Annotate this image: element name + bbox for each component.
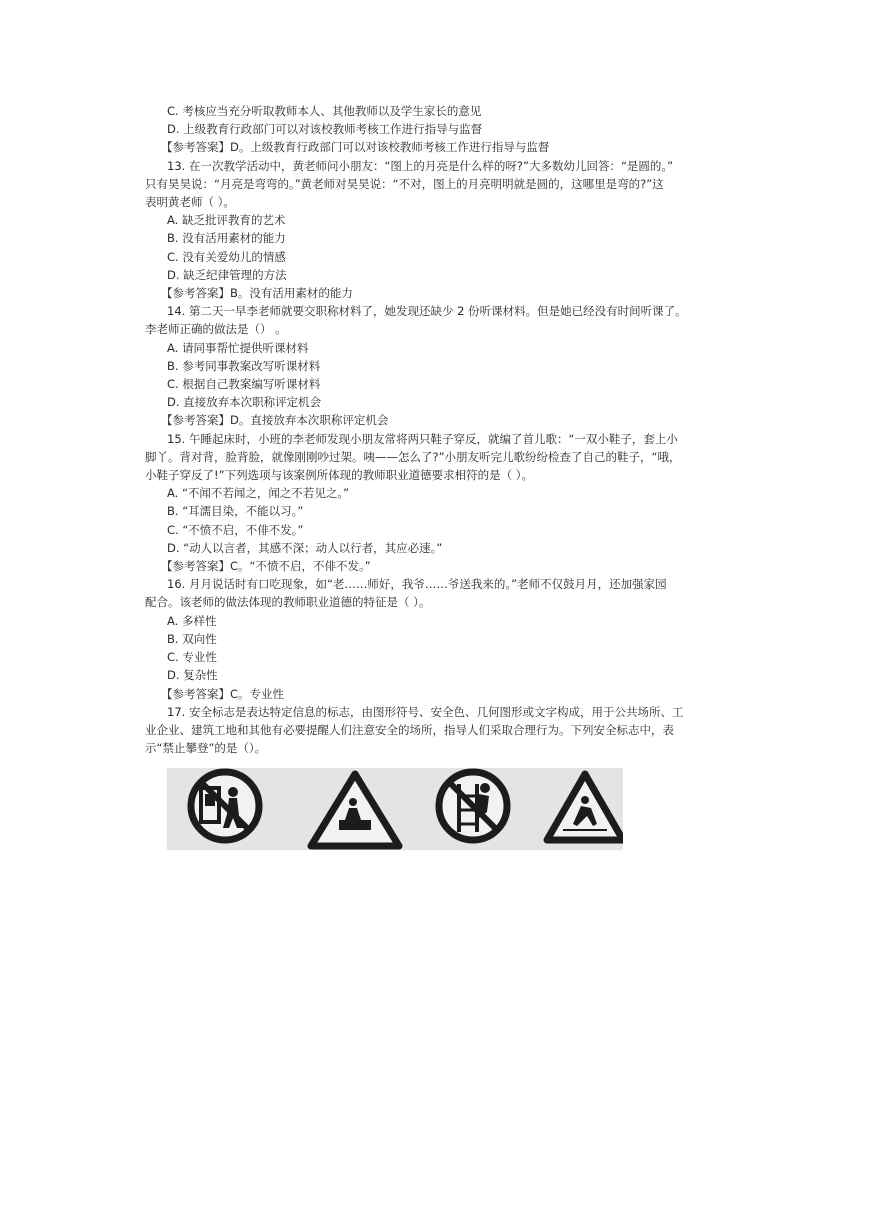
question-line: 16. 月月说话时有口吃现象，如“老……师好，我爷……爷送我来的。”老师不仅鼓月月，还加强家园 <box>167 577 667 592</box>
option-line: A. 多样性 <box>167 613 217 628</box>
question-line: 李老师正确的做法是（） 。 <box>145 322 287 337</box>
question-line: 配合。该老师的做法体现的教师职业道德的特征是（ ）。 <box>145 595 431 610</box>
option-line: C. 专业性 <box>167 650 217 665</box>
option-line: D. “动人以言者，其感不深；动人以行者，其应必速。” <box>167 540 443 555</box>
question-text-block <box>145 102 725 757</box>
question-line: 17. 安全标志是表达特定信息的标志，由图形符号、安全色、几何图形或文字构成，用于公共场所、工 <box>167 704 684 719</box>
answer-line: 【参考答案】C。“不愤不启，不俳不发。” <box>161 559 371 574</box>
option-line: D. 直接放弃本次职称评定机会 <box>167 395 322 410</box>
option-line: D. 上级教育行政部门可以对该校教师考核工作进行指导与监督 <box>167 122 483 137</box>
option-line: A. 缺乏批评教育的艺术 <box>167 213 286 228</box>
question-line: 小鞋子穿反了!”下列选项与该案例所体现的教师职业道德要求相符的是（ ）。 <box>145 468 533 483</box>
answer-line: 【参考答案】B。没有活用素材的能力 <box>161 286 353 301</box>
safety-signs-figure <box>167 768 623 850</box>
option-line: C. 考核应当充分听取教师本人、其他教师以及学生家长的意见 <box>167 104 482 118</box>
option-line: B. 双向性 <box>167 631 217 646</box>
option-line: A. 请同事帮忙提供听课材料 <box>167 340 309 355</box>
question-line: 脚丫。背对背，脸背脸，就像刚刚吵过架。咦——怎么了?”小朋友听完儿歌纷纷检查了自己的鞋子，“哦， <box>145 449 681 464</box>
option-line: B. 参考同事教案改写听课材料 <box>167 358 321 373</box>
question-line: 15. 午睡起床时，小班的李老师发现小朋友常将两只鞋子穿反，就编了首儿歌：“一双小鞋子，套上小 <box>167 431 678 446</box>
option-line: B. “耳濡目染，不能以习。” <box>167 504 304 519</box>
no-entry-prohibition-sign-icon <box>191 772 259 840</box>
option-line: C. “不愤不启，不俳不发。” <box>167 522 304 537</box>
question-line: 业企业、建筑工地和其他有必要提醒人们注意安全的场所，指导人们采取合理行为。下列安全标志中，表 <box>145 722 674 737</box>
question-line: 14. 第二天一早李老师就要交职称材料了，她发现还缺少 2 份听课材料。但是她已经没有时间听课了。 <box>167 304 687 319</box>
answer-line: 【参考答案】C。专业性 <box>161 686 285 701</box>
question-line: 表明黄老师（ ）。 <box>145 195 235 210</box>
slip-fall-warning-sign-icon <box>547 774 623 840</box>
no-climbing-prohibition-sign-icon <box>439 772 507 840</box>
answer-line: 【参考答案】D。上级教育行政部门可以对该校教师考核工作进行指导与监督 <box>161 140 550 155</box>
answer-line: 【参考答案】D。直接放弃本次职称评定机会 <box>161 413 389 428</box>
question-line: 只有昊昊说：“月亮是弯弯的。”黄老师对昊昊说：“不对，图上的月亮明明就是圆的，这哪里是弯的?”这 <box>145 176 664 191</box>
option-line: B. 没有活用素材的能力 <box>167 231 286 246</box>
caution-pit-warning-sign-icon <box>311 774 399 846</box>
option-line: C. 没有关爱幼儿的情感 <box>167 249 286 264</box>
question-line: 13. 在一次教学活动中，黄老师问小朋友：“图上的月亮是什么样的呀?”大多数幼儿回答：“是圆的。” <box>167 158 674 173</box>
option-line: D. 缺乏纪律管理的方法 <box>167 267 287 282</box>
option-line: A. “不闻不若闻之，闻之不若见之。” <box>167 486 350 501</box>
question-line: 示“禁止攀登”的是（）。 <box>145 741 267 756</box>
option-line: C. 根据自己教案编写听课材料 <box>167 377 321 392</box>
option-line: D. 复杂性 <box>167 668 218 683</box>
